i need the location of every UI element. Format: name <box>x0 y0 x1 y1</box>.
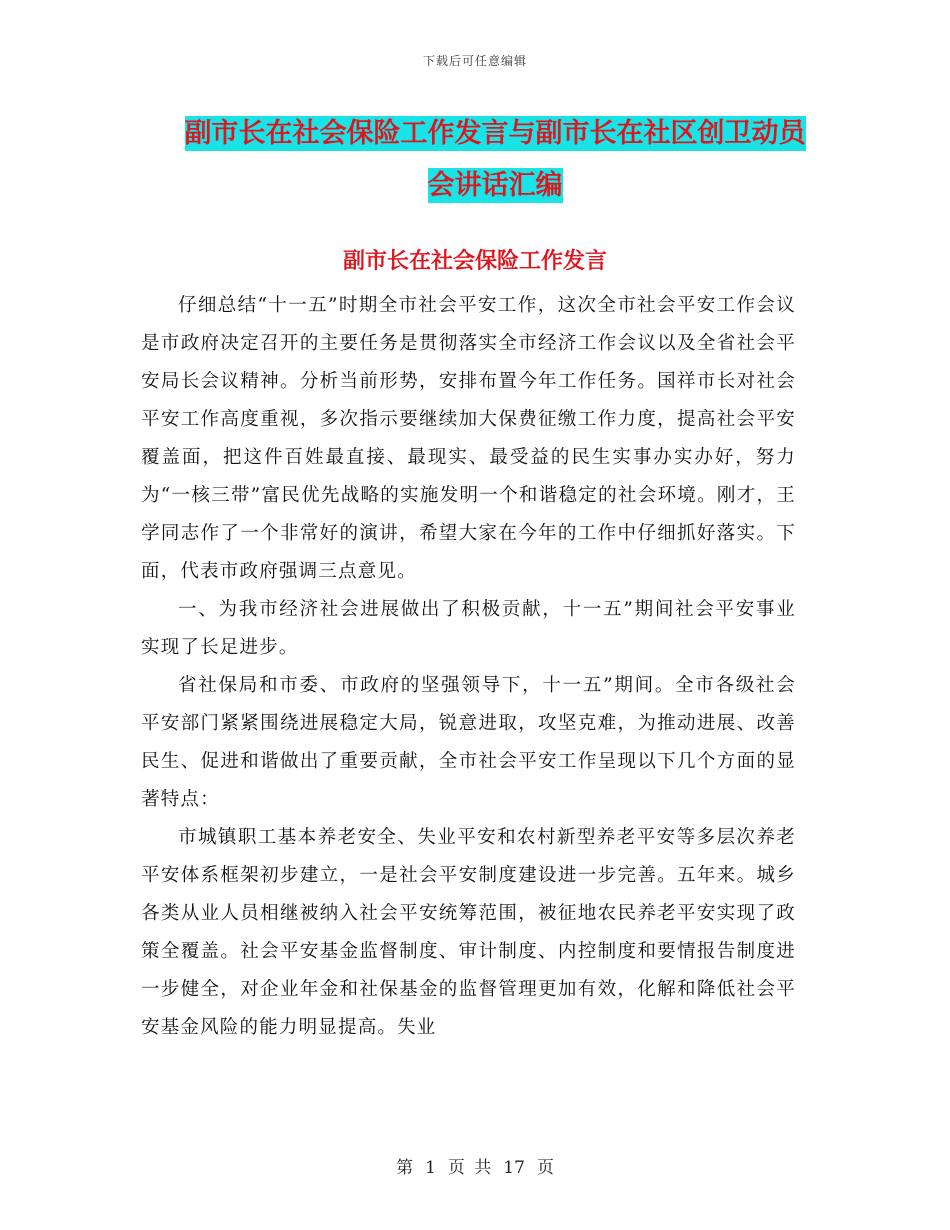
paragraph: 一、为我市经济社会进展做出了积极贡献，十一五”期间社会平安事业实现了长足进步。 <box>141 599 796 658</box>
page-suffix: 页 <box>536 1158 554 1178</box>
paragraph: 省社保局和市委、市政府的坚强领导下，十一五”期间。全市各级社会平安部门紧紧围绕进展稳定大局，锐意进取，攻坚克难，为推动进展、改善民生、促进和谐做出了重要贡献，全市社会平安工作呈现以下几个方面的显著特点： <box>141 675 796 810</box>
header-note: 下载后可任意编辑 <box>422 54 527 68</box>
document-title-line-2: 会讲话汇编 <box>427 170 563 201</box>
document-title <box>150 108 840 212</box>
document-title-line-1: 副市长在社会保险工作发言与副市长在社区创卫动员 <box>184 118 806 149</box>
page-total: 17 <box>503 1158 525 1178</box>
section-title: 副市长在社会保险工作发言 <box>342 248 607 274</box>
page-number: 1 <box>425 1158 436 1178</box>
page-prefix: 第 <box>396 1158 414 1178</box>
paragraph: 仔细总结“十一五”时期全市社会平安工作，这次全市社会平安工作会议是市政府决定召开的主要任务是贯彻落实全市经济工作会议以及全省社会平安局长会议精神。分析当前形势，安排布置今年工作任务。国祥市长对社会平安工作高度重视，多次指示要继续加大保费征缴工作力度，提高社会平安覆盖面，把这件百姓最直接、最现实、最受益的民生实事办实办好，努力为“一核三带”富民优先战略的实施发明一个和谐稳定的社会环境。刚才，王学同志作了一个非常好的演讲，希望大家在今年的工作中仔细抓好落实。下面，代表市政府强调三点意见。 <box>141 295 796 582</box>
body-text <box>141 287 796 1047</box>
page-mid: 页 共 <box>447 1158 492 1178</box>
paragraph: 市城镇职工基本养老安全、失业平安和农村新型养老平安等多层次养老平安体系框架初步建立，一是社会平安制度建设进一步完善。五年来。城乡各类从业人员相继被纳入社会平安统筹范围，被征地农民养老平安实现了政策全覆盖。社会平安基金监督制度、审计制度、内控制度和要情报告制度进一步健全，对企业年金和社保基金的监督管理更加有效，化解和降低社会平安基金风险的能力明显提高。失业 <box>141 827 796 1038</box>
page-footer <box>0 1153 950 1178</box>
